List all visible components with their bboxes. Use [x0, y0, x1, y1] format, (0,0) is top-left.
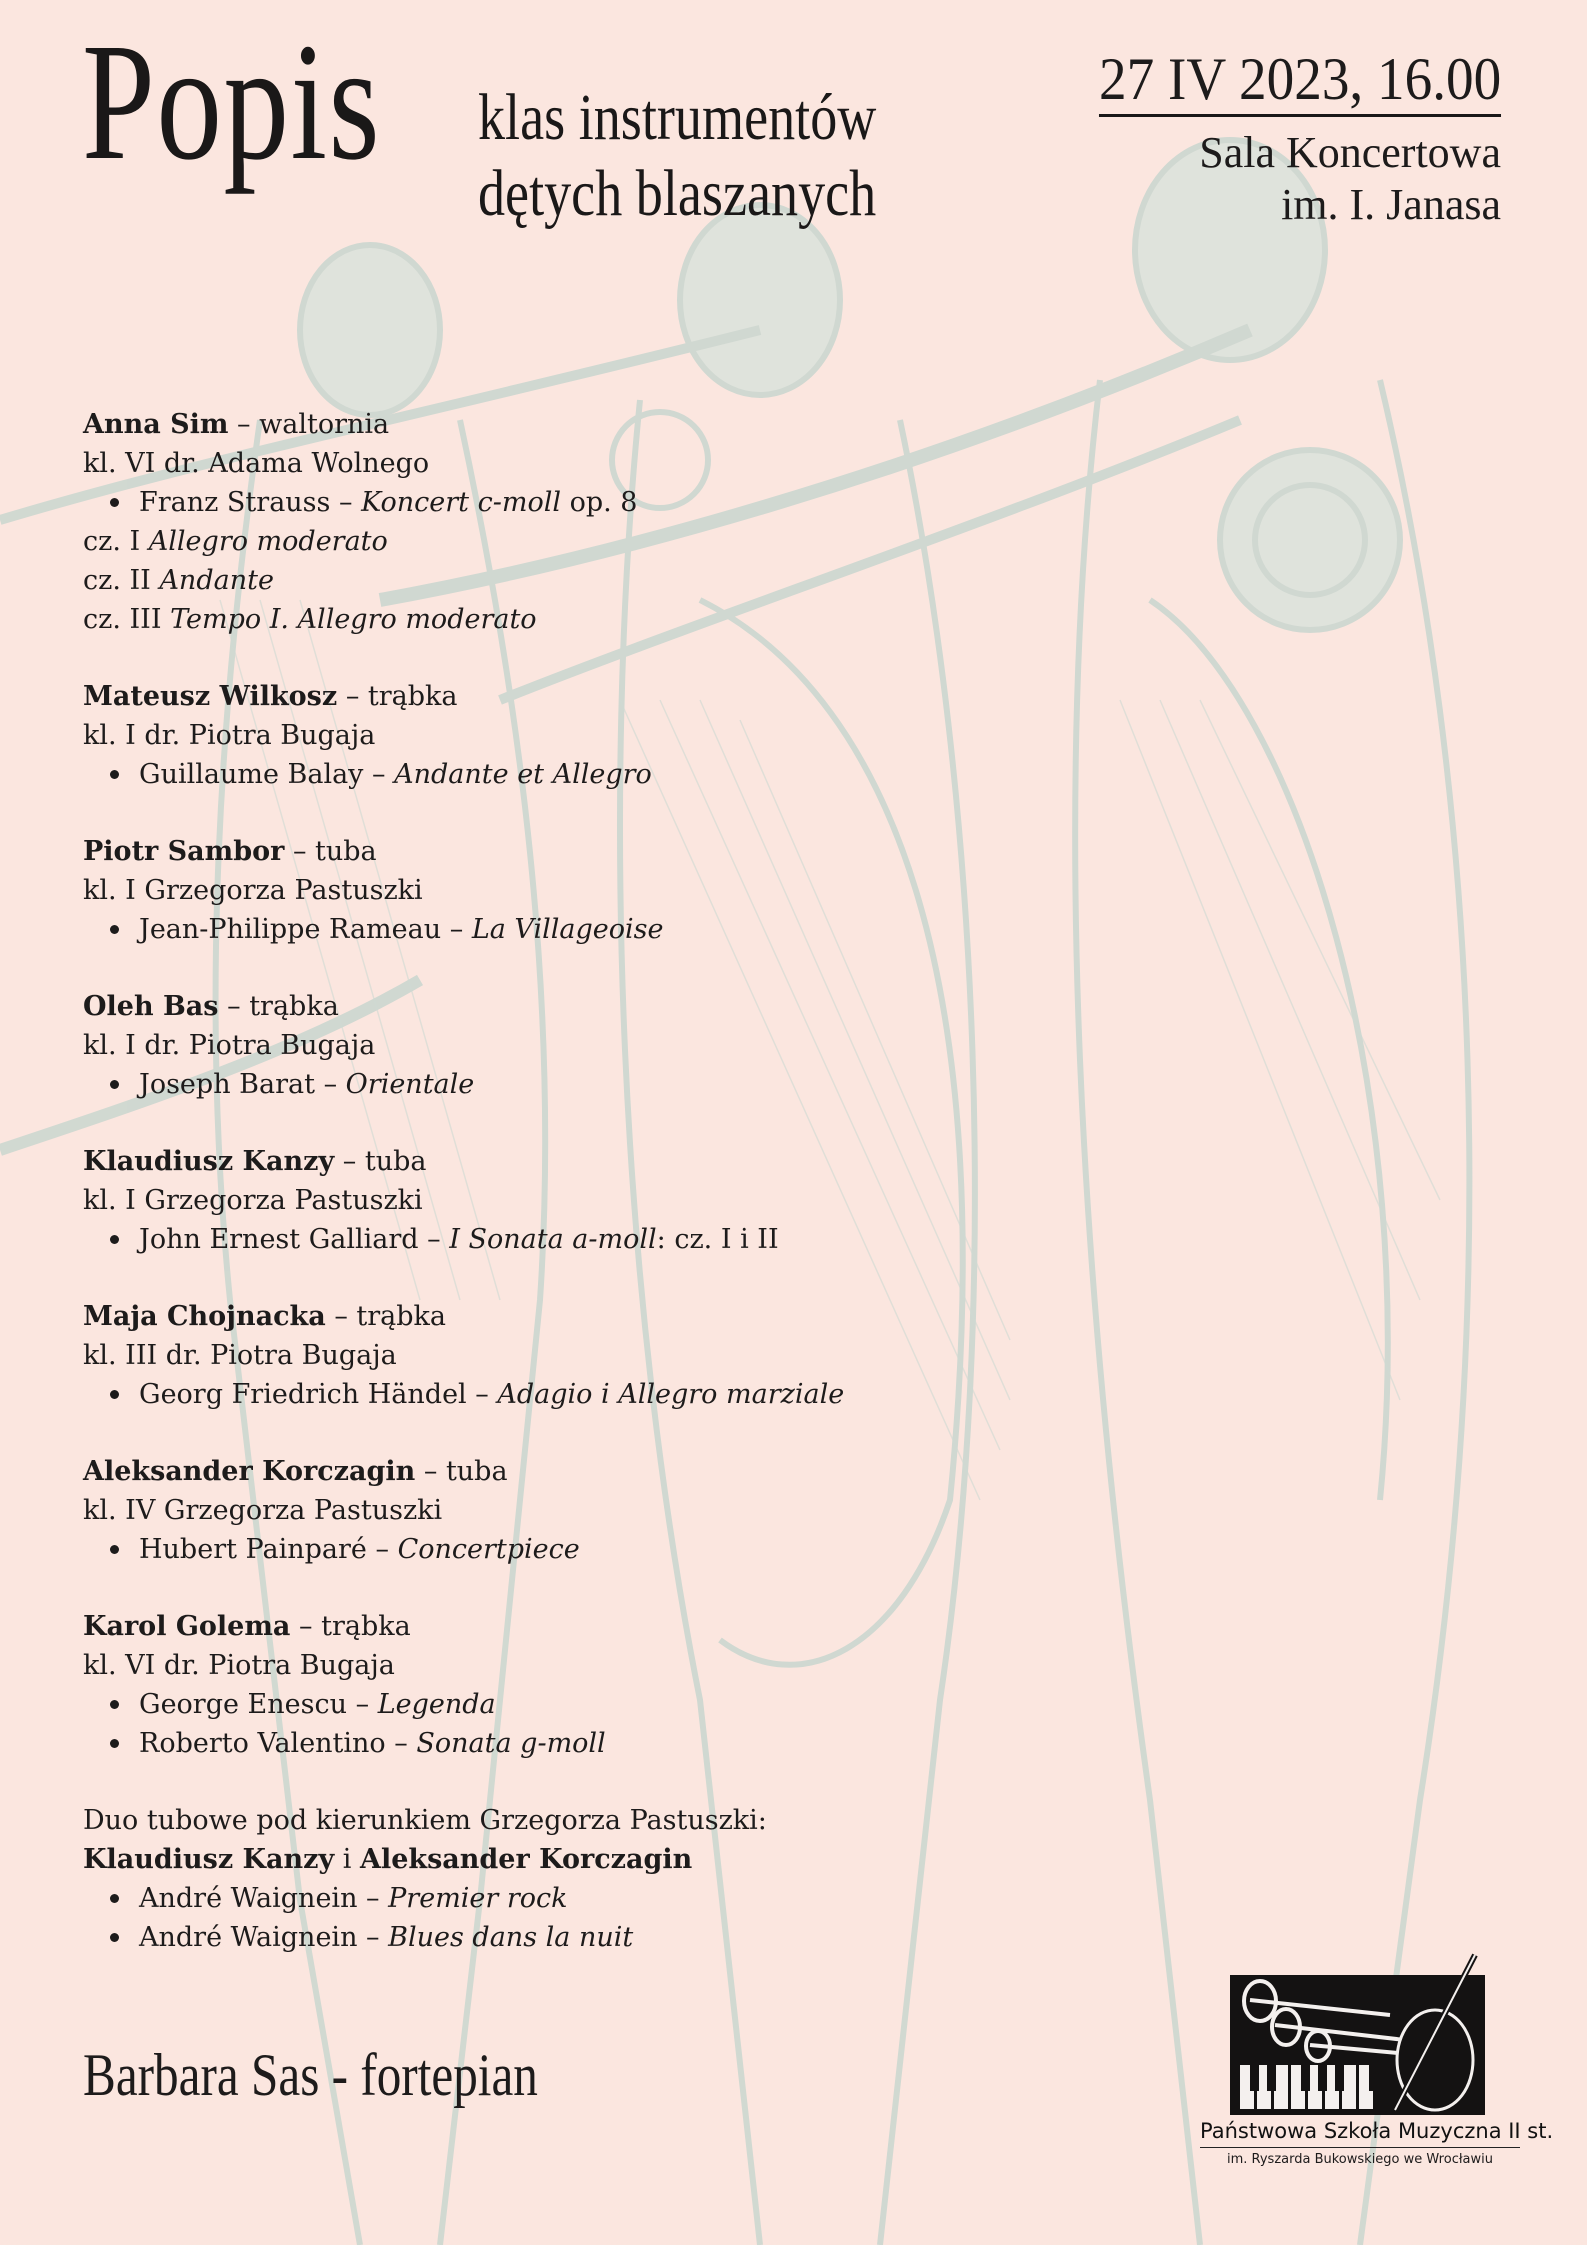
performer-name: Anna Sim — [83, 409, 229, 440]
performer-name: Mateusz Wilkosz — [83, 681, 338, 712]
piece-composer: André Waignein — [139, 1922, 358, 1953]
piece-item — [83, 1375, 1183, 1414]
event-info — [1064, 46, 1501, 231]
page-title: Popis — [82, 9, 382, 195]
performer-class: kl. VI dr. Piotra Bugaja — [83, 1650, 395, 1681]
performer-name: Piotr Sambor — [83, 836, 285, 867]
performer-instrument: tuba — [364, 1146, 427, 1177]
piece-title: La Villageoise — [471, 914, 664, 945]
dash: – — [227, 991, 241, 1022]
movement-title: Allegro moderato — [148, 526, 388, 557]
event-date: 27 IV 2023, 16.00 — [1099, 46, 1501, 117]
page-subtitle — [478, 80, 876, 232]
piece-title: Legenda — [377, 1689, 496, 1720]
dash: – — [427, 1224, 441, 1255]
piece-composer: John Ernest Galliard — [139, 1224, 419, 1255]
dash: – — [338, 487, 353, 518]
dash: – — [449, 914, 464, 945]
movement-prefix: cz. II — [83, 565, 151, 596]
performer-instrument: waltornia — [259, 409, 390, 440]
piece-composer: André Waignein — [139, 1883, 358, 1914]
performer-class: kl. I dr. Piotra Bugaja — [83, 720, 376, 751]
performer-name: Karol Golema — [83, 1611, 291, 1642]
performer-instrument: trąbka — [356, 1301, 447, 1332]
piece-title: I Sonata a-moll — [449, 1224, 657, 1255]
dash: – — [342, 1146, 357, 1177]
duo-intro: Duo tubowe pod kierunkiem Grzegorza Pastuszki: — [83, 1805, 767, 1836]
performer-class: kl. I Grzegorza Pastuszki — [83, 1185, 423, 1216]
performer-instrument: tuba — [445, 1456, 508, 1487]
piece-item — [83, 1724, 1183, 1763]
performer-name: Oleh Bas — [83, 991, 219, 1022]
performer-line — [83, 987, 1183, 1026]
program-entry — [83, 1607, 1183, 1763]
piece-title: Concertpiece — [397, 1534, 580, 1565]
piece-item — [83, 483, 1183, 522]
performer-class: kl. I dr. Piotra Bugaja — [83, 1030, 376, 1061]
dash: – — [475, 1379, 489, 1410]
movement-line — [83, 522, 1183, 561]
performer-class: kl. III dr. Piotra Bugaja — [83, 1340, 397, 1371]
school-name: Państwowa Szkoła Muzyczna II st. — [1200, 2119, 1520, 2148]
piece-composer: Georg Friedrich Händel — [139, 1379, 467, 1410]
movement-title: Andante — [159, 565, 274, 596]
piece-composer: Joseph Barat — [139, 1069, 315, 1100]
dash: – — [394, 1728, 408, 1759]
dash: – — [299, 1611, 313, 1642]
piece-item — [83, 1220, 1183, 1259]
piece-item — [83, 1879, 1183, 1918]
dash: – — [334, 1301, 348, 1332]
performer-line — [83, 1142, 1183, 1181]
piece-item — [83, 1065, 1183, 1104]
piece-item — [83, 910, 1183, 949]
duo-joiner: i — [342, 1844, 352, 1875]
performer-class: kl. I Grzegorza Pastuszki — [83, 875, 423, 906]
piece-extra: : cz. I i II — [656, 1224, 779, 1255]
dash: – — [372, 759, 386, 790]
piece-title: Blues dans la nuit — [388, 1922, 634, 1953]
performer-line — [83, 1607, 1183, 1646]
concert-program — [83, 405, 1183, 1995]
piece-composer: Franz Strauss — [139, 487, 331, 518]
pianist-credit: Barbara Sas - fortepian — [83, 2042, 538, 2108]
dash: – — [292, 836, 307, 867]
movement-title: Tempo I. Allegro moderato — [170, 604, 537, 635]
piece-composer: Roberto Valentino — [139, 1728, 386, 1759]
program-entry — [83, 405, 1183, 639]
performer-line — [83, 1452, 1183, 1491]
performer-line — [83, 832, 1183, 871]
piece-composer: Guillaume Balay — [139, 759, 364, 790]
dash: – — [423, 1456, 438, 1487]
performer-line — [83, 677, 1183, 716]
performer-instrument: trąbka — [321, 1611, 411, 1642]
program-entry — [83, 1452, 1183, 1569]
dash: – — [355, 1689, 370, 1720]
piece-title: Sonata g-moll — [416, 1728, 606, 1759]
movement-line — [83, 600, 1183, 639]
duo-member: Aleksander Korczagin — [360, 1844, 693, 1875]
venue — [1064, 127, 1501, 231]
piece-extra: op. 8 — [560, 487, 638, 518]
performer-instrument: trąbka — [249, 991, 339, 1022]
program-entry — [83, 677, 1183, 794]
program-entry — [83, 987, 1183, 1104]
movement-line — [83, 561, 1183, 600]
venue-line-2: im. I. Janasa — [1281, 180, 1501, 229]
piece-title: Orientale — [345, 1069, 475, 1100]
performer-name: Aleksander Korczagin — [83, 1456, 416, 1487]
performer-instrument: trąbka — [367, 681, 458, 712]
piece-composer: Hubert Painparé — [139, 1534, 367, 1565]
duo-member: Klaudiusz Kanzy — [83, 1844, 335, 1875]
performer-instrument: tuba — [315, 836, 377, 867]
performer-class: kl. IV Grzegorza Pastuszki — [83, 1495, 443, 1526]
piece-title: Adagio i Allegro marziale — [497, 1379, 845, 1410]
dash: – — [237, 409, 251, 440]
dash: – — [366, 1883, 380, 1914]
school-patron: im. Ryszarda Bukowskiego we Wrocławiu — [1227, 2152, 1493, 2167]
program-entry — [83, 832, 1183, 949]
program-entry — [83, 1297, 1183, 1414]
movement-prefix: cz. I — [83, 526, 141, 557]
performer-line — [83, 405, 1183, 444]
piece-title: Andante et Allegro — [394, 759, 652, 790]
subtitle-line-2: dętych blaszanych — [478, 157, 877, 230]
piece-item — [83, 1685, 1183, 1724]
school-logo — [1200, 1945, 1554, 2167]
piece-item — [83, 1530, 1183, 1569]
program-entry — [83, 1142, 1183, 1259]
piece-title: Premier rock — [388, 1883, 568, 1914]
dash: – — [375, 1534, 389, 1565]
dash: – — [366, 1922, 380, 1953]
piece-item — [83, 1918, 1183, 1957]
duo-members — [83, 1840, 1183, 1879]
performer-name: Klaudiusz Kanzy — [83, 1146, 335, 1177]
dash: – — [345, 681, 360, 712]
school-logo-icon — [1220, 1945, 1500, 2115]
piece-title: Koncert c-moll — [361, 487, 561, 518]
subtitle-line-1: klas instrumentów — [478, 81, 877, 154]
venue-line-1: Sala Koncertowa — [1199, 128, 1501, 177]
performer-name: Maja Chojnacka — [83, 1301, 326, 1332]
performer-class: kl. VI dr. Adama Wolnego — [83, 448, 430, 479]
dash: – — [323, 1069, 338, 1100]
performer-line — [83, 1297, 1183, 1336]
piece-composer: George Enescu — [139, 1689, 347, 1720]
duo-entry — [83, 1801, 1183, 1957]
movement-prefix: cz. III — [83, 604, 162, 635]
piece-item — [83, 755, 1183, 794]
piece-composer: Jean-Philippe Rameau — [139, 914, 442, 945]
